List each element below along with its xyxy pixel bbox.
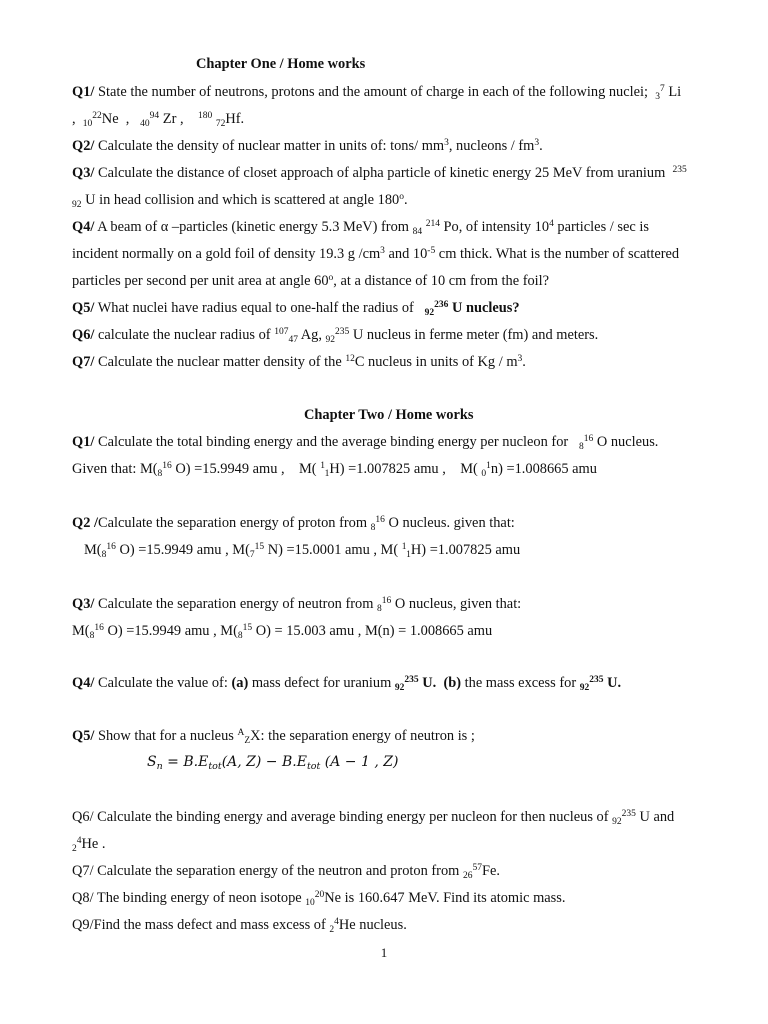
ch2-q1-line1: Q1/ Calculate the total binding energy and the average binding energy per nucleon for $_8^{16}$ O nucleus. (72, 433, 659, 452)
page-number: 1 (380, 945, 388, 960)
ch1-q5: Q5/ What nuclei have radius equal to one-half the radius of $_{92}^{236}$ U nucleus? (72, 299, 520, 318)
ch1-q6: Q6/ calculate the nuclear radius of $^{107}_{47}$ Ag, $_{92}^{235}$ U nucleus in ferme meter (fm) and meters. (72, 326, 599, 345)
ch1-q4-line3: particles per second per unit area at angle 60$^o$, at a distance of 10 cm from the foil? (72, 272, 550, 289)
ch2-q2-given: $M(_8^{16}$ O) =15.9949 amu , $M(_7^{15}$ N) =15.0001 amu , M( $^1_1$H) =1.007825 amu (84, 541, 521, 560)
ch1-q3-line1: Q3/ Calculate the distance of closet approach of alpha particle of kinetic energy 25 MeV from uranium $^{235}$ (72, 164, 687, 181)
ch1-q1-line2: , $_{10}^{22}$Ne , $_{40}^{94}$ Zr , $^{180}$ $_{72}$Hf. (72, 110, 245, 129)
ch2-q2-line1: Q2 /Calculate the separation energy of proton from $_8^{16}$ O nucleus. given that: (72, 514, 515, 533)
ch2-q8: Q8/ The binding energy of neon isotope $_{10}^{20}$Ne is 160.647 MeV. Find its atomic mass. (72, 889, 566, 908)
ch1-q7: Q7/ Calculate the nuclear matter density of the $^{12}$C nucleus in units of Kg / $m^3$. (72, 353, 526, 370)
ch1-q4-line2: incident normally on a gold foil of density 19.3 g $/cm^3$ and $10^{-5}$ cm thick. What is the number of scattered (72, 245, 680, 262)
ch1-q1-line1: Q1/ State the number of neutrons, protons and the amount of charge in each of the following nuclei; $_3^7$ Li (72, 83, 682, 102)
ch1-q3-line2: $_{92}$ U in head collision and which is scattered at angle 180$^o$. (72, 191, 408, 210)
chapter-one-heading: Chapter One / Home works (196, 56, 366, 72)
ch1-q1-label: Q1/ (72, 84, 95, 100)
separation-energy-formula: $S_n = B.E_{tot}(A$, $Z) - B.E_{tot}$ (A − 1 , Z) (147, 754, 399, 772)
ch2-q5: Q5/ Show that for a nucleus $^A_Z$X: the separation energy of neutron is ; (72, 727, 475, 746)
ch2-q1-given: Given that: $M(_8^{16}$ O) =15.9949 amu , M( $^1_1$H) =1.007825 amu , M( $_0^1$n) =1.008665 amu (72, 460, 597, 479)
ch2-q4: Q4/ Calculate the value of: (a) mass defect for uranium $_{92}^{235}$ U. (b) the mass excess for $_{92}^{235}$ U. (72, 674, 622, 693)
chapter-two-heading: Chapter Two / Home works (304, 407, 474, 423)
ch2-q7: Q7/ Calculate the separation energy of the neutron and proton from $_{26}^{57}$Fe. (72, 862, 500, 881)
ch1-q2: Q2/ Calculate the density of nuclear matter in units of: tons/ $mm^3$, nucleons / $fm^3$. (72, 137, 543, 154)
ch2-q3-given: $M(_8^{16}$ O) =15.9949 amu , $M(_8^{15}$ O) = 15.003 amu , M(n) = 1.008665 amu (72, 622, 493, 641)
ch1-q4-line1: Q4/ A beam of α –particles (kinetic energy 5.3 MeV) from $_{84}$ $^{214}$ Po, of intensity $10^4$ particles / sec is (72, 218, 649, 237)
ch2-q6-line2: $_2^4$He . (72, 835, 106, 854)
ch2-q9: Q9/Find the mass defect and mass excess of $_2^4$He nucleus. (72, 916, 407, 935)
ch2-q6-line1: Q6/ Calculate the binding energy and average binding energy per nucleon for then nucleus of $_{92}^{235}$ U and (72, 808, 675, 827)
ch2-q3-line1: Q3/ Calculate the separation energy of neutron from $_8^{16}$ O nucleus, given that: (72, 595, 522, 614)
